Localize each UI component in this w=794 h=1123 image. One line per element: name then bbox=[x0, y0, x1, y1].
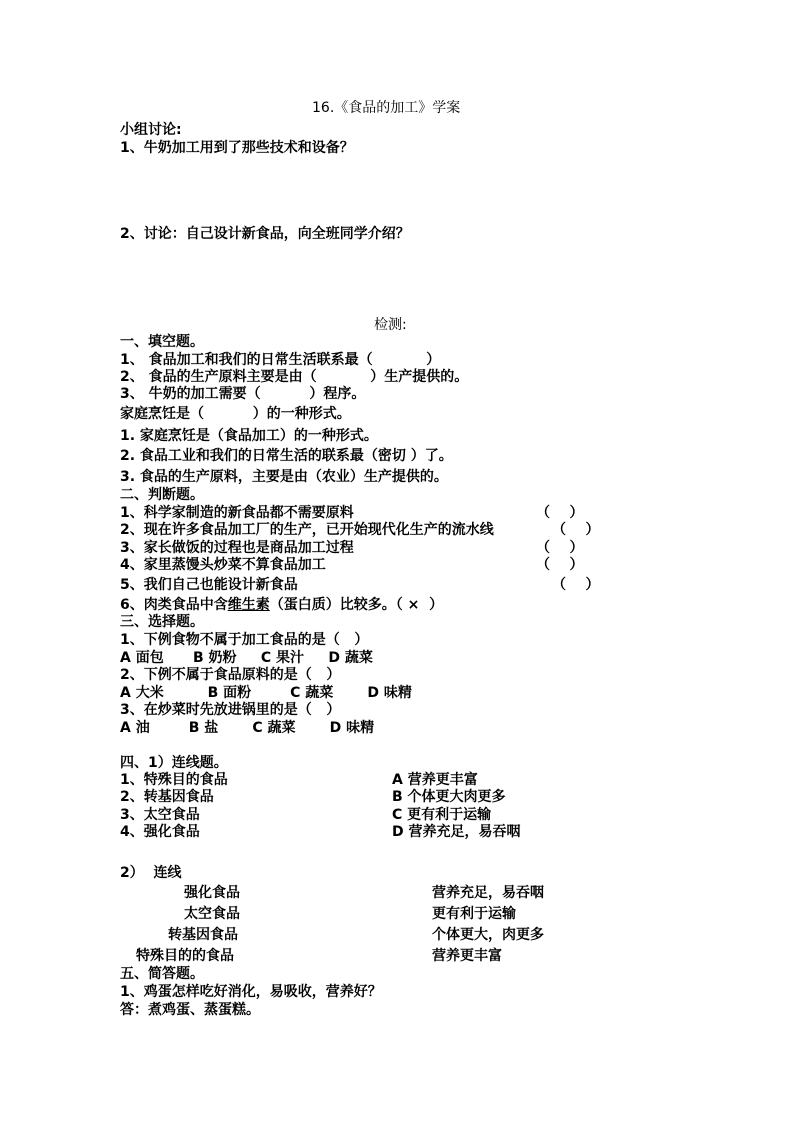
discussion-header: 小组讨论: bbox=[120, 122, 182, 138]
fill-item: 2、 食品的生产原料主要是由（ ）生产提供的。 bbox=[120, 369, 469, 385]
fill-header: 一、填空题。 bbox=[120, 334, 204, 350]
discussion-question-1: 1、牛奶加工用到了那些技术和设备？ bbox=[120, 140, 354, 156]
choice-question: 3、在炒菜时先放进锅里的是（ ） bbox=[120, 702, 341, 718]
match1-right-item: B 个体更大肉更多 bbox=[392, 789, 506, 805]
choice-options: A 大米 B 面粉 C 蔬菜 D 味精 bbox=[120, 685, 412, 701]
page-title: 16.《食品的加工》学案 bbox=[312, 100, 461, 116]
match2-header: 2） 连线 bbox=[120, 865, 182, 881]
judge-answer-blank: （ ） bbox=[552, 522, 600, 538]
fill-item: 家庭烹饪是（ ）的一种形式。 bbox=[120, 406, 351, 422]
match2-right-item: 营养更丰富 bbox=[432, 948, 502, 964]
short-answer-header: 五、简答题。 bbox=[120, 966, 204, 982]
choice-options: A 油 B 盐 C 蔬菜 D 味精 bbox=[120, 720, 375, 736]
match1-right-item: D 营养充足，易吞咽 bbox=[392, 824, 521, 840]
match2-left-item: 强化食品 bbox=[184, 885, 240, 901]
judge-answer-blank: （ ） bbox=[552, 577, 600, 593]
match2-right-item: 更有利于运输 bbox=[432, 906, 516, 922]
choice-question: 1、下例食物不属于加工食品的是（ ） bbox=[120, 632, 369, 648]
match1-left-item: 1、特殊目的食品 bbox=[120, 772, 228, 788]
judge-item: 3、家长做饭的过程也是商品加工过程 bbox=[120, 540, 354, 556]
match1-left-item: 4、强化食品 bbox=[120, 824, 200, 840]
match1-header: 四、1）连线题。 bbox=[120, 755, 228, 771]
match2-left-item: 太空食品 bbox=[184, 906, 240, 922]
match2-left-item: 转基因食品 bbox=[168, 927, 238, 943]
fill-item: 1、 食品加工和我们的日常生活联系最（ ） bbox=[120, 352, 441, 368]
judge-item: 5、我们自己也能设计新食品 bbox=[120, 577, 298, 593]
short-answer-question: 1、鸡蛋怎样吃好消化，易吸收，营养好？ bbox=[120, 984, 382, 1000]
match1-left-item: 2、转基因食品 bbox=[120, 789, 214, 805]
judge-item: 4、家里蒸馒头炒菜不算食品加工 bbox=[120, 557, 326, 573]
choice-header: 三、选择题。 bbox=[120, 614, 204, 630]
judge-answer-blank: （ ） bbox=[536, 505, 584, 521]
judge-item-6-suffix: （蛋白质）比较多。（ × ） bbox=[269, 597, 444, 613]
match1-right-item: A 营养更丰富 bbox=[392, 772, 478, 788]
fill-item: 3. 食品的生产原料，主要是由（农业）生产提供的。 bbox=[120, 469, 448, 485]
judge-header: 二、判断题。 bbox=[120, 487, 204, 503]
match1-left-item: 3、太空食品 bbox=[120, 807, 200, 823]
match1-right-item: C 更有利于运输 bbox=[392, 807, 492, 823]
fill-item: 2. 食品工业和我们的日常生活的联系最（密切 ）了。 bbox=[120, 448, 453, 464]
match2-right-item: 营养充足，易吞咽 bbox=[432, 885, 544, 901]
discussion-question-2: 2、讨论：自己设计新食品，向全班同学介绍？ bbox=[120, 226, 410, 242]
test-header: 检测: bbox=[374, 317, 407, 333]
judge-item: 2、现在许多食品加工厂的生产，已开始现代化生产的流水线 bbox=[120, 522, 494, 538]
short-answer-response: 答：煮鸡蛋、蒸蛋糕。 bbox=[120, 1002, 260, 1018]
judge-item-6-prefix: 6、肉类食品中含 bbox=[120, 597, 228, 613]
fill-item: 1. 家庭烹饪是（食品加工）的一种形式。 bbox=[120, 428, 378, 444]
fill-item: 3、 牛奶的加工需要（ ）程序。 bbox=[120, 386, 366, 402]
judge-item-6-underlined: 维生素 bbox=[227, 597, 270, 613]
judge-answer-blank: （ ） bbox=[536, 540, 584, 556]
judge-answer-blank: （ ） bbox=[536, 557, 584, 573]
match2-left-item: 特殊目的的食品 bbox=[136, 948, 234, 964]
choice-question: 2、下例不属于食品原料的是（ ） bbox=[120, 667, 341, 683]
choice-options: A 面包 B 奶粉 C 果汁 D 蔬菜 bbox=[120, 650, 373, 666]
match2-right-item: 个体更大，肉更多 bbox=[432, 927, 544, 943]
judge-item-6 bbox=[120, 596, 443, 614]
judge-item: 1、科学家制造的新食品都不需要原料 bbox=[120, 505, 354, 521]
